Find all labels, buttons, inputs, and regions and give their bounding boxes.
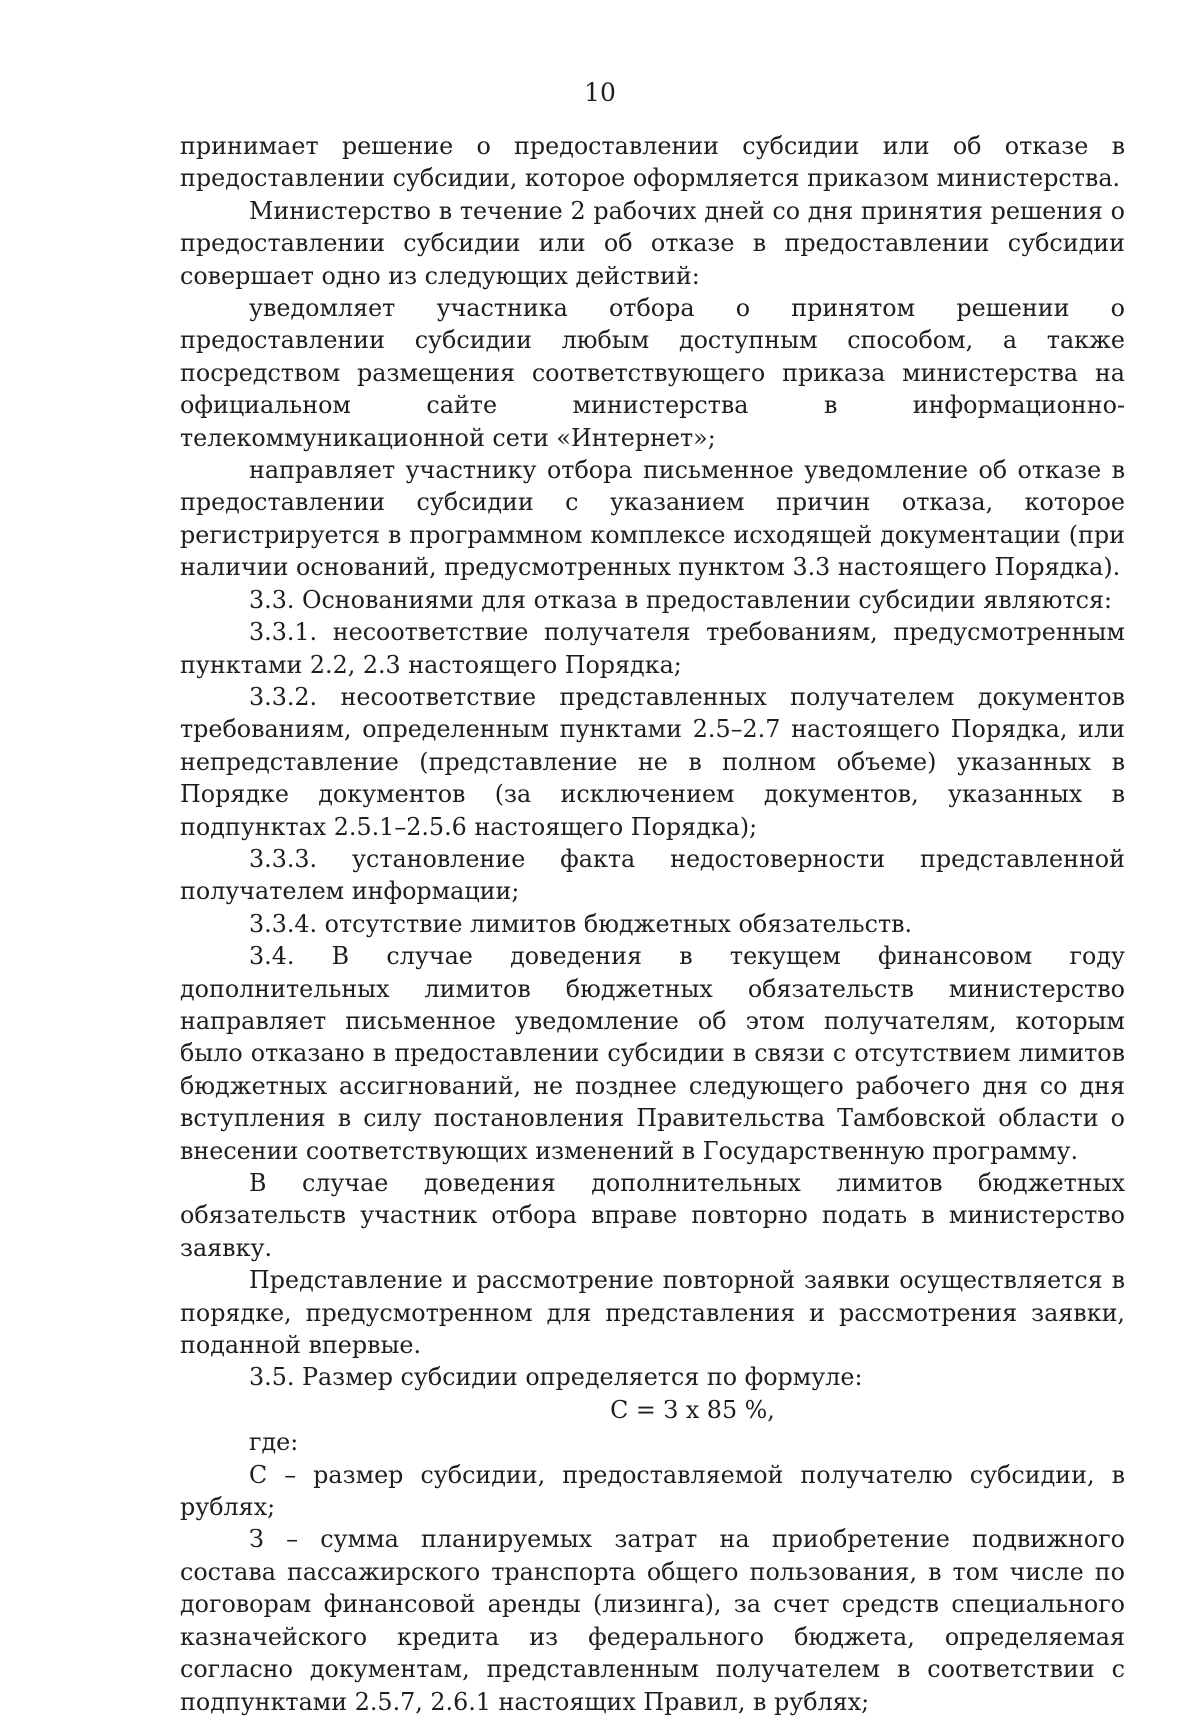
paragraph: где: [249, 1428, 299, 1457]
paragraph: 3.3. Основаниями для отказа в предоставлении субсидии являются: [249, 585, 1112, 614]
paragraph: 3.5. Размер субсидии определяется по формуле: [249, 1363, 863, 1392]
formula: С = З х 85 %, [610, 1395, 775, 1424]
paragraph: уведомляет участника отбора о принятом решении о предоставлении субсидии любым доступным способом, а также посредством размещения соответствующего приказа министерства на официальном сайте министерства в информационно-телекоммуникационной сети «Интернет»; [180, 294, 1125, 452]
paragraph: 3.3.4. отсутствие лимитов бюджетных обязательств. [249, 909, 913, 938]
paragraph: В случае доведения дополнительных лимитов бюджетных обязательств участник отбора вправе повторно подать в министерство заявку. [180, 1169, 1125, 1262]
paragraph: З – сумма планируемых затрат на приобретение подвижного состава пассажирского транспорта общего пользования, в том числе по договорам финансовой аренды (лизинга), за счет средств специального казначейского кредита из федерального бюджета, определяемая согласно документам, представленным получателем в соответствии с подпунктами 2.5.7, 2.6.1 настоящих Правил, в рублях; [180, 1525, 1125, 1716]
paragraph: направляет участнику отбора письменное уведомление об отказе в предоставлении субсидии с указанием причин отказа, которое регистрируется в программном комплексе исходящей документации (при наличии оснований, предусмотренных пунктом 3.3 настоящего Порядка). [180, 456, 1125, 582]
paragraph: С – размер субсидии, предоставляемой получателю субсидии, в рублях; [180, 1460, 1125, 1522]
paragraph: Представление и рассмотрение повторной заявки осуществляется в порядке, предусмотренном для представления и рассмотрения заявки, поданной впервые. [180, 1266, 1125, 1360]
document-body [180, 130, 1125, 1718]
paragraph: 3.3.2. несоответствие представленных получателем документов требованиям, определенным пунктами 2.5–2.7 настоящего Порядка, или непредставление (представление не в полном объеме) указанных в Порядке документов (за исключением документов, указанных в подпунктах 2.5.1–2.5.6 настоящего Порядка); [180, 682, 1125, 841]
paragraph: 3.3.3. установление факта недостоверности представленной получателем информации; [180, 844, 1125, 906]
page-number: 10 [584, 78, 616, 107]
paragraph: Министерство в течение 2 рабочих дней со дня принятия решения о предоставлении субсидии или об отказе в предоставлении субсидии совершает одно из следующих действий: [180, 196, 1125, 290]
paragraph: принимает решение о предоставлении субсидии или об отказе в предоставлении субсидии, которое оформляется приказом министерства. [180, 132, 1125, 193]
paragraph: 3.3.1. несоответствие получателя требованиям, предусмотренным пунктами 2.2, 2.3 настоящего Порядка; [180, 618, 1125, 679]
paragraph: 3.4. В случае доведения в текущем финансовом году дополнительных лимитов бюджетных обязательств министерство направляет письменное уведомление об этом получателям, которым было отказано в предоставлении субсидии в связи с отсутствием лимитов бюджетных ассигнований, не позднее следующего рабочего дня со дня вступления в силу постановления Правительства Тамбовской области о внесении соответствующих изменений в Государственную программу. [180, 942, 1125, 1165]
